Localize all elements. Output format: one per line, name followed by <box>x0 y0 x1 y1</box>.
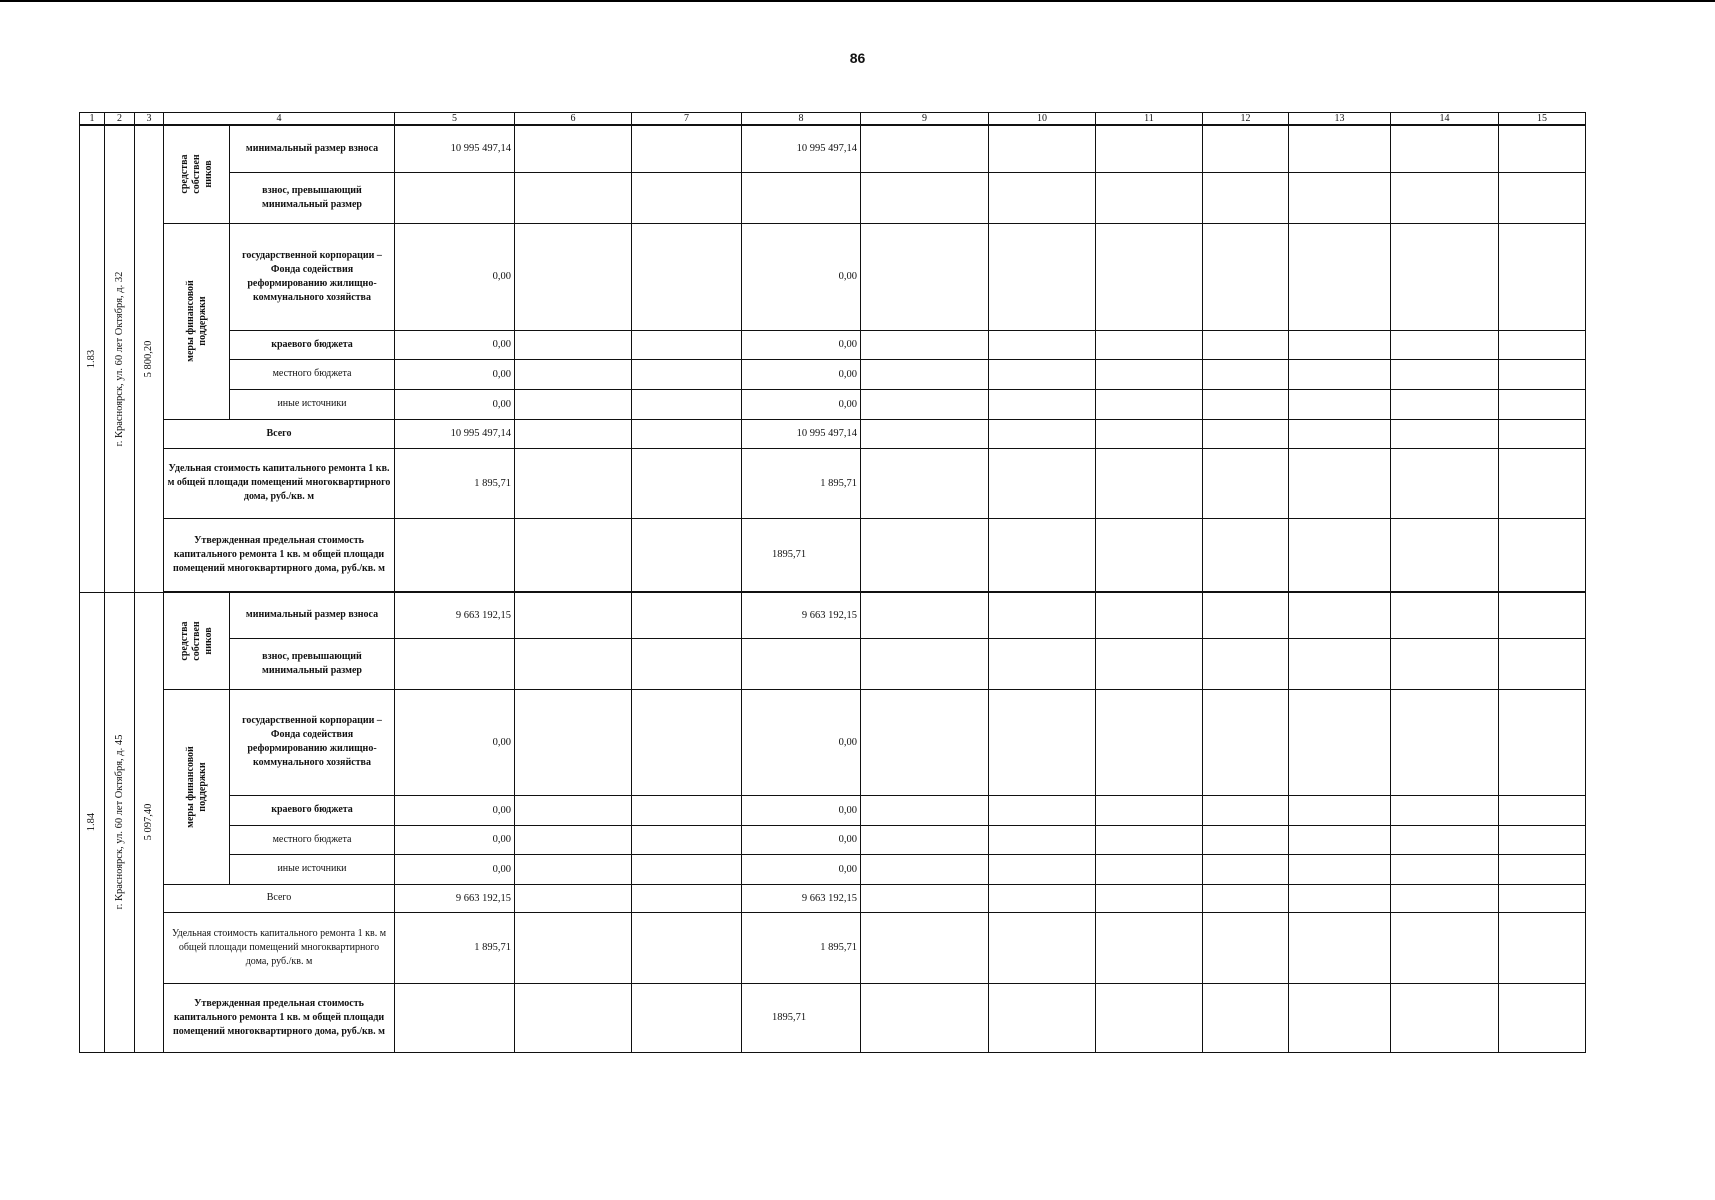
table-row-local-budget <box>80 825 1586 854</box>
total-label: Всего <box>164 419 395 448</box>
cell-c8: 0,00 <box>742 330 861 359</box>
cell-c8 <box>742 638 861 689</box>
cell-c8: 10 995 497,14 <box>742 419 861 448</box>
col-header-8: 8 <box>742 113 861 126</box>
cell-c5: 0,00 <box>395 795 515 825</box>
table-row-other-sources <box>80 854 1586 884</box>
repair-financing-table <box>79 112 1586 1053</box>
table-row-unit-cost <box>80 448 1586 518</box>
cell-c5: 9 663 192,15 <box>395 592 515 638</box>
cell-c5: 0,00 <box>395 689 515 795</box>
cell-c8: 1 895,71 <box>742 912 861 983</box>
table-row-approved-limit <box>80 518 1586 591</box>
support-measures-label: меры финансовой поддержки <box>164 689 230 884</box>
total-label: Всего <box>164 884 395 912</box>
state-corp-label: государственной корпорации – Фонда содействия реформированию жилищно-коммунального хозяйства <box>230 689 395 795</box>
owners-funds-label: средства собствен ников <box>164 592 230 689</box>
cell-c8: 10 995 497,14 <box>742 125 861 172</box>
spacer-row <box>80 1052 1586 1053</box>
unit-cost-label: Удельная стоимость капитального ремонта 1 кв. м общей площади помещений многоквартирного дома, руб./кв. м <box>164 448 395 518</box>
scan-top-edge <box>0 0 1715 2</box>
other-sources-label: иные источники <box>230 389 395 419</box>
col-header-10: 10 <box>989 113 1096 126</box>
table-row-approved-limit <box>80 983 1586 1052</box>
column-number-row <box>80 113 1586 126</box>
cell-c8: 0,00 <box>742 689 861 795</box>
regional-budget-label: краевого бюджета <box>230 330 395 359</box>
col-header-9: 9 <box>861 113 989 126</box>
block-address: г. Красноярск, ул. 60 лет Октября, д. 32 <box>105 125 135 592</box>
table-row-unit-cost <box>80 912 1586 983</box>
cell-c5: 1 895,71 <box>395 912 515 983</box>
cell-c5: 0,00 <box>395 359 515 389</box>
cell-c8: 0,00 <box>742 359 861 389</box>
cell-c5 <box>395 638 515 689</box>
cell-c5: 0,00 <box>395 223 515 330</box>
cell-c8: 1895,71 <box>742 983 861 1052</box>
col-header-3: 3 <box>135 113 164 126</box>
cell-c5: 0,00 <box>395 854 515 884</box>
cell-c5 <box>395 983 515 1052</box>
cell-c8: 0,00 <box>742 223 861 330</box>
table-row-local-budget <box>80 359 1586 389</box>
table-row-min-contribution <box>80 592 1586 638</box>
cell-c8: 9 663 192,15 <box>742 592 861 638</box>
table-row-regional-budget <box>80 795 1586 825</box>
cell-c5: 9 663 192,15 <box>395 884 515 912</box>
col-header-5: 5 <box>395 113 515 126</box>
cell-c5 <box>395 172 515 223</box>
regional-budget-label: краевого бюджета <box>230 795 395 825</box>
table-row-excess-contribution <box>80 172 1586 223</box>
col-header-11: 11 <box>1096 113 1203 126</box>
approved-limit-label: Утвержденная предельная стоимость капитального ремонта 1 кв. м общей площади помещений многоквартирного дома, руб./кв. м <box>164 983 395 1052</box>
min-contribution-label: минимальный размер взноса <box>230 125 395 172</box>
table-row-total <box>80 884 1586 912</box>
col-header-2: 2 <box>105 113 135 126</box>
cell-c5: 0,00 <box>395 389 515 419</box>
cell-c8 <box>742 172 861 223</box>
col-header-13: 13 <box>1289 113 1391 126</box>
cell-c5: 0,00 <box>395 330 515 359</box>
table-row-regional-budget <box>80 330 1586 359</box>
support-measures-label: меры финансовой поддержки <box>164 223 230 419</box>
block-area: 5 800,20 <box>135 125 164 592</box>
unit-cost-label: Удельная стоимость капитального ремонта 1 кв. м общей площади помещений многоквартирного дома, руб./кв. м <box>164 912 395 983</box>
cell-c5: 10 995 497,14 <box>395 419 515 448</box>
table-row-state-corp <box>80 223 1586 330</box>
col-header-7: 7 <box>632 113 742 126</box>
col-header-12: 12 <box>1203 113 1289 126</box>
min-contribution-label: минимальный размер взноса <box>230 592 395 638</box>
excess-contribution-label: взнос, превышающий минимальный размер <box>230 172 395 223</box>
cell-c8: 1 895,71 <box>742 448 861 518</box>
col-header-14: 14 <box>1391 113 1499 126</box>
col-header-4: 4 <box>164 113 395 126</box>
table-row-excess-contribution <box>80 638 1586 689</box>
cell-c5: 0,00 <box>395 825 515 854</box>
table-row-min-contribution <box>80 125 1586 172</box>
cell-c8: 0,00 <box>742 825 861 854</box>
cell-c8: 1895,71 <box>742 518 861 591</box>
other-sources-label: иные источники <box>230 854 395 884</box>
cell-c8: 0,00 <box>742 795 861 825</box>
cell-c8: 9 663 192,15 <box>742 884 861 912</box>
owners-funds-label: средства собствен ников <box>164 125 230 223</box>
block-address: г. Красноярск, ул. 60 лет Октября, д. 45 <box>105 592 135 1053</box>
cell-c5 <box>395 518 515 591</box>
table-row-total <box>80 419 1586 448</box>
block-number: 1.83 <box>80 125 105 592</box>
state-corp-label: государственной корпорации – Фонда содействия реформированию жилищно-коммунального хозяйства <box>230 223 395 330</box>
local-budget-label: местного бюджета <box>230 825 395 854</box>
local-budget-label: местного бюджета <box>230 359 395 389</box>
page-number: 86 <box>849 50 866 66</box>
approved-limit-label: Утвержденная предельная стоимость капитального ремонта 1 кв. м общей площади помещений многоквартирного дома, руб./кв. м <box>164 518 395 591</box>
col-header-6: 6 <box>515 113 632 126</box>
table-row-other-sources <box>80 389 1586 419</box>
excess-contribution-label: взнос, превышающий минимальный размер <box>230 638 395 689</box>
col-header-15: 15 <box>1499 113 1586 126</box>
cell-c8: 0,00 <box>742 389 861 419</box>
cell-c5: 10 995 497,14 <box>395 125 515 172</box>
block-number: 1.84 <box>80 592 105 1053</box>
cell-c5: 1 895,71 <box>395 448 515 518</box>
table-row-state-corp <box>80 689 1586 795</box>
col-header-1: 1 <box>80 113 105 126</box>
cell-c8: 0,00 <box>742 854 861 884</box>
block-area: 5 097,40 <box>135 592 164 1053</box>
